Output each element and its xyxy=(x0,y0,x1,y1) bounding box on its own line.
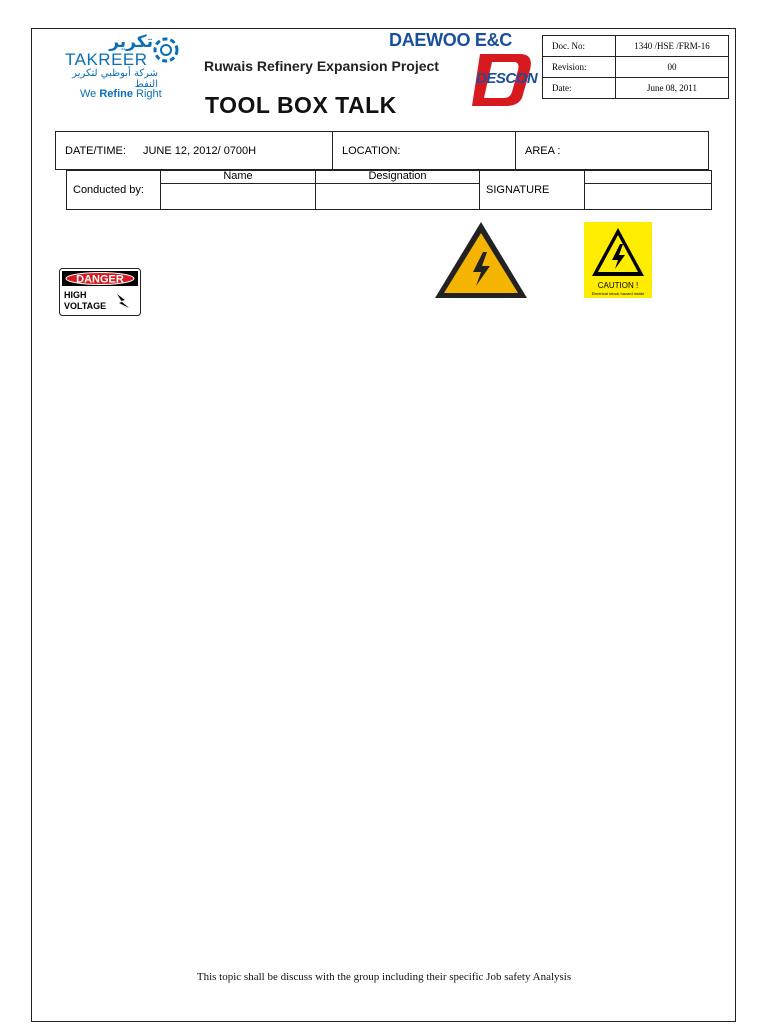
doc-no-label: Doc. No: xyxy=(543,36,616,57)
signature-header-blank xyxy=(585,171,712,184)
takreer-logo-name: TAKREER xyxy=(65,50,148,69)
designation-header: Designation xyxy=(316,171,480,184)
danger-word: DANGER xyxy=(76,273,124,286)
location-label: LOCATION: xyxy=(342,144,401,157)
caution-word: CAUTION ! xyxy=(597,281,639,290)
doc-date-label: Date: xyxy=(543,78,616,99)
doc-info-row xyxy=(543,78,729,99)
takreer-tagline: We Refine Right xyxy=(80,88,162,100)
revision-value: 00 xyxy=(616,57,729,78)
doc-info-row xyxy=(543,36,729,57)
doc-no-value: 1340 /HSE /FRM-16 xyxy=(616,36,729,57)
conducted-label: Conducted by: xyxy=(67,171,161,210)
revision-label: Revision: xyxy=(543,57,616,78)
caution-subtext: Electrical shock hazard inside xyxy=(591,291,645,296)
daewoo-logo: DAEWOO E&C xyxy=(389,30,513,50)
signature-field[interactable] xyxy=(585,183,712,209)
danger-high-voltage-sign xyxy=(59,268,141,316)
footer-note: This topic shall be discuss with the group including their specific Job safety Analysis xyxy=(196,971,572,983)
datetime-label: DATE/TIME: xyxy=(65,144,126,157)
takreer-swirl-icon xyxy=(150,34,182,66)
danger-line1: HIGH xyxy=(64,290,87,300)
doc-date-value: June 08, 2011 xyxy=(616,78,729,99)
doc-info-table xyxy=(542,35,729,99)
page-title: TOOL BOX TALK xyxy=(205,92,397,118)
area-label: AREA : xyxy=(525,144,561,157)
datetime-value: JUNE 12, 2012/ 0700H xyxy=(142,144,257,157)
danger-line2: VOLTAGE xyxy=(64,301,107,311)
doc-info-row xyxy=(543,57,729,78)
datetime-cell xyxy=(56,132,333,170)
designation-field[interactable] xyxy=(316,183,480,209)
datetime-location-table xyxy=(55,131,709,170)
takreer-arabic-logo-text: تكرير xyxy=(109,32,153,52)
name-field[interactable] xyxy=(161,183,316,209)
takreer-arabic-subtitle: شركة أبوظبي لتكرير النفط xyxy=(72,68,158,90)
location-cell xyxy=(333,132,516,170)
name-header: Name xyxy=(161,171,316,184)
electric-hazard-triangle-icon xyxy=(433,220,529,300)
caution-electrical-sign xyxy=(584,222,652,298)
descon-logo-text: DESCON xyxy=(476,70,538,87)
signature-label: SIGNATURE xyxy=(480,171,585,210)
conducted-by-table xyxy=(66,170,712,210)
project-title: Ruwais Refinery Expansion Project xyxy=(204,58,439,74)
area-cell xyxy=(516,132,709,170)
